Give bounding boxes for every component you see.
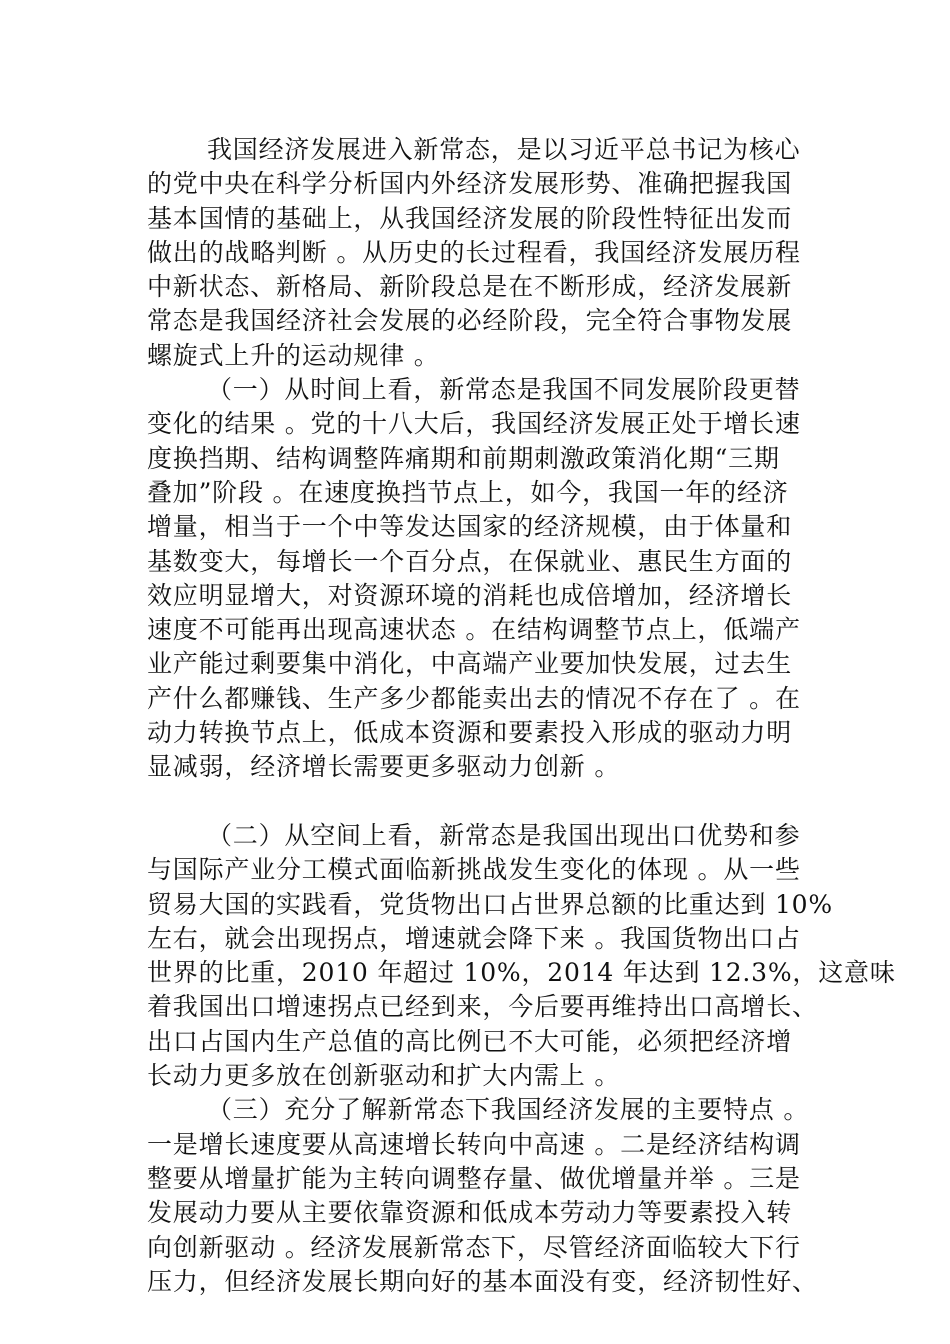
paragraph-2-line-5: 增量，相当于一个中等发达国家的经济规模，由于体量和 [147, 512, 793, 542]
paragraph-1-line-1: 我国经济发展进入新常态，是以习近平总书记为核心 [207, 135, 801, 164]
document-body [147, 133, 896, 1299]
paragraph-2-line-7: 效应明显增大，对资源环境的消耗也成倍增加，经济增长 [147, 580, 793, 610]
paragraph-4-line-2: 一是增长速度要从高速增长转向中高速 。二是经济结构调 [147, 1129, 801, 1159]
paragraph-2-line-1: （一）从时间上看，新常态是我国不同发展阶段更替 [207, 375, 801, 405]
paragraph-1-line-6: 常态是我国经济社会发展的必经阶段，完全符合事物发展 [147, 306, 793, 336]
paragraph-2-line-6: 基数变大，每增长一个百分点，在保就业、惠民生方面的 [147, 546, 793, 576]
paragraph-1-line-5: 中新状态、新格局、新阶段总是在不断形成，经济发展新 [147, 272, 793, 302]
paragraph-1-line-3: 基本国情的基础上，从我国经济发展的阶段性特征出发而 [147, 203, 793, 233]
paragraph-4-line-3: 整要从增量扩能为主转向调整存量、做优增量并举 。三是 [147, 1163, 801, 1193]
paragraph-3-line-1: （二）从空间上看，新常态是我国出现出口优势和参 [207, 820, 801, 850]
paragraph-2-line-13 [147, 785, 812, 819]
paragraph-4-line-1: （三）充分了解新常态下我国经济发展的主要特点 。 [207, 1095, 810, 1125]
paragraph-4-line-4: 发展动力要从主要依靠资源和低成本劳动力等要素投入转 [147, 1198, 793, 1228]
paragraph-2-line-8: 速度不可能再出现高速状态 。在结构调整节点上，低端产 [147, 615, 801, 645]
paragraph-3-line-2: 与国际产业分工模式面临新挑战发生变化的体现 。从一些 [147, 855, 801, 885]
paragraph-1-line-4: 做出的战略判断 。从历史的长过程看，我国经济发展历程 [147, 237, 801, 267]
paragraph-4-line-5: 向创新驱动 。经济发展新常态下，尽管经济面临较大下行 [147, 1232, 801, 1262]
paragraph-3-line-7: 出口占国内生产总值的高比例已不大可能，必须把经济增 [147, 1026, 793, 1056]
paragraph-3-line-4: 左右，就会出现拐点，增速就会降下来 。我国货物出口占 [147, 923, 801, 953]
paragraph-2-line-3: 度换挡期、结构调整阵痛期和前期刺激政策消化期“三期 [147, 443, 780, 473]
paragraph-2-line-9: 业产能过剩要集中消化，中高端产业要加快发展，过去生 [147, 649, 793, 679]
paragraph-3-line-5: 世界的比重，2010 年超过 10%，2014 年达到 12.3%，这意味 [147, 958, 896, 988]
paragraph-2-line-11: 动力转换节点上，低成本资源和要素投入形成的驱动力明 [147, 718, 793, 748]
paragraph-1-line-2: 的党中央在科学分析国内外经济发展形势、准确把握我国 [147, 169, 793, 199]
paragraph-2-line-4: 叠加”阶段 。在速度换挡节点上，如今，我国一年的经济 [147, 477, 789, 507]
paragraph-3-line-8: 长动力更多放在创新驱动和扩大内需上 。 [147, 1061, 621, 1091]
paragraph-1-line-7: 螺旋式上升的运动规律 。 [147, 340, 440, 370]
paragraph-4-line-6: 压力，但经济发展长期向好的基本面没有变，经济韧性好、 [147, 1266, 818, 1296]
paragraph-2-line-10: 产什么都赚钱、生产多少都能卖出去的情况不存在了 。在 [147, 683, 801, 713]
paragraph-3-line-3: 贸易大国的实践看，党货物出口占世界总额的比重达到 10% [147, 889, 833, 919]
paragraph-2-line-12: 显减弱，经济增长需要更多驱动力创新 。 [147, 752, 621, 782]
paragraph-2-line-2: 变化的结果 。党的十八大后，我国经济发展正处于增长速 [147, 409, 801, 439]
paragraph-3-line-6: 着我国出口增速拐点已经到来，今后要再维持出口高增长、 [147, 992, 818, 1022]
